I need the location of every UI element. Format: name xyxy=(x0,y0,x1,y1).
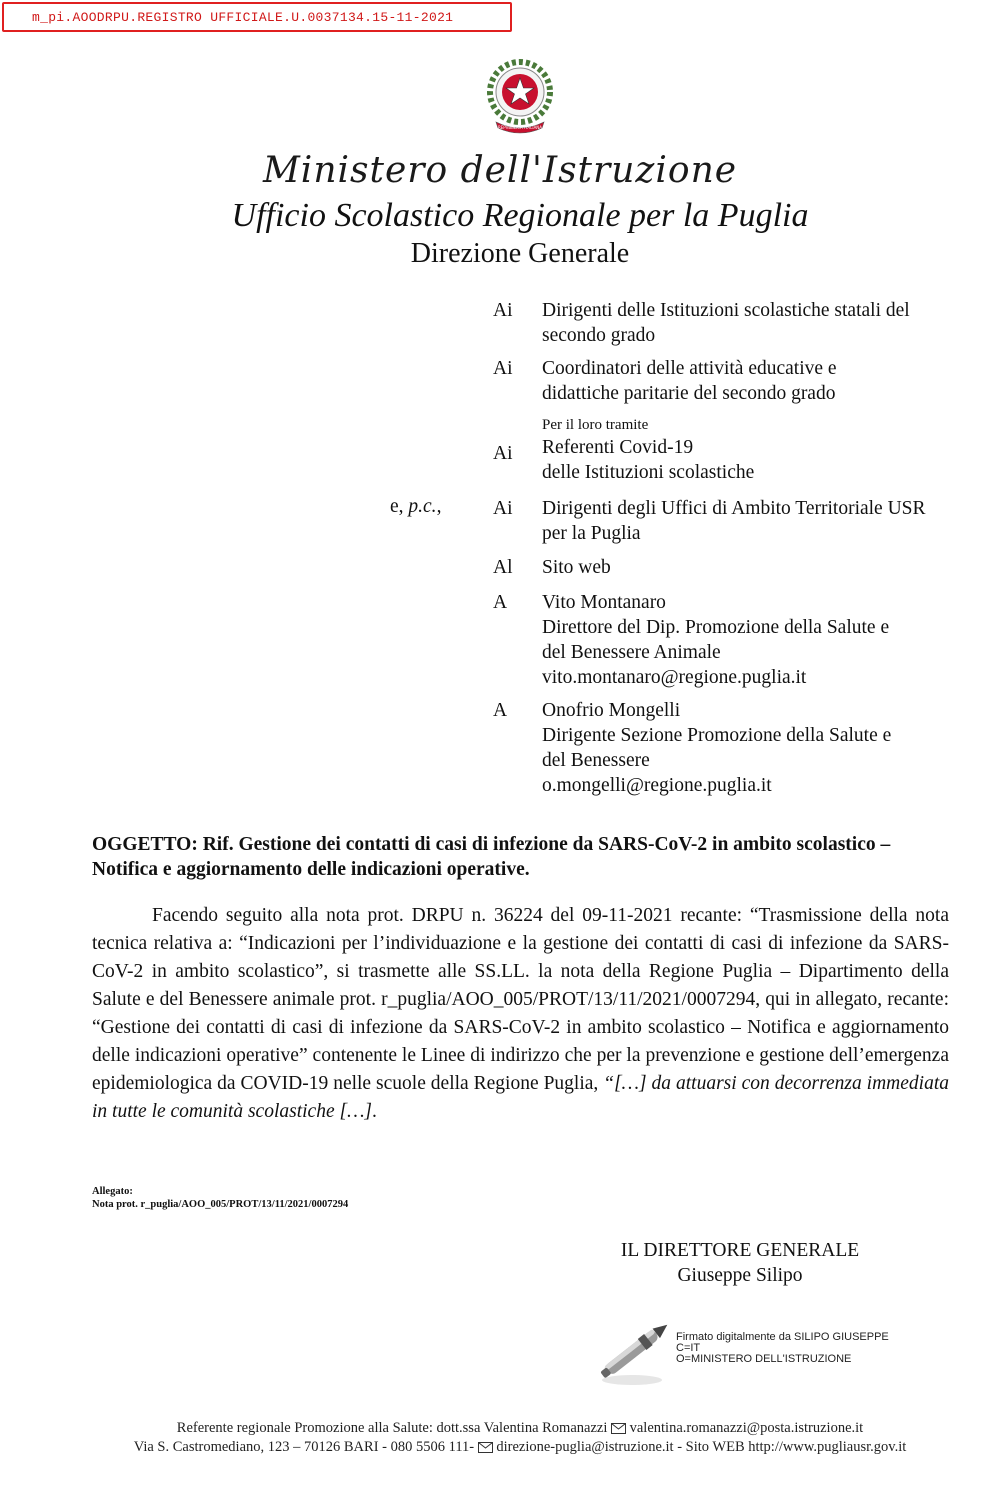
svg-text:REPVBBLICA ITALIANA: REPVBBLICA ITALIANA xyxy=(497,125,543,130)
recipient-text: Dirigenti degli Uffici di Ambito Territoriale USR per la Puglia xyxy=(542,498,926,544)
recipient-text: Dirigenti delle Istituzioni scolastiche statali del secondo grado xyxy=(542,300,910,346)
recipient-line: Vito Montanaro xyxy=(542,592,666,613)
recipient-email: o.mongelli@regione.puglia.it xyxy=(542,775,772,796)
attachment-label: Allegato: xyxy=(92,1186,133,1197)
recipient-line: del Benessere Animale xyxy=(542,642,721,663)
recipient-text: Sito web xyxy=(542,557,611,578)
mail-icon xyxy=(611,1423,626,1434)
recipient-prefix: Al xyxy=(493,557,513,578)
italian-republic-emblem xyxy=(482,56,558,136)
recipient-line: delle Istituzioni scolastiche xyxy=(542,462,755,483)
recipient-line: Onofrio Mongelli xyxy=(542,700,681,721)
department-title: Direzione Generale xyxy=(410,238,630,269)
signer-title: IL DIRETTORE GENERALE xyxy=(620,1240,860,1261)
recipient-line: del Benessere xyxy=(542,750,650,771)
per-conoscenza-label: e, p.c., xyxy=(390,496,442,517)
recipient-prefix: A xyxy=(493,592,508,613)
digital-signature-text: Firmato digitalmente da SILIPO GIUSEPPE C=IT O=MINISTERO DELL'ISTRUZIONE xyxy=(676,1331,889,1365)
recipient-line: Direttore del Dip. Promozione della Salute e xyxy=(542,617,890,638)
recipient-email: vito.montanaro@regione.puglia.it xyxy=(542,667,807,688)
mail-icon xyxy=(478,1442,493,1453)
signer-name: Giuseppe Silipo xyxy=(677,1265,803,1286)
subject-line: OGGETTO: Rif. Gestione dei contatti di casi di infezione da SARS-CoV-2 in ambito scolastico – Notifica e aggiornamento delle indicazioni operative. xyxy=(92,834,891,880)
protocol-stamp: m_pi.AOODRPU.REGISTRO UFFICIALE.U.0037134.15-11-2021 xyxy=(2,2,512,32)
digital-signature-pen-icon xyxy=(592,1312,678,1388)
body-quote: “[…] da attuarsi con decorrenza immediata in tutte le comunità scolastiche […] xyxy=(92,1073,949,1122)
footer-line-1: Referente regionale Promozione alla Salute: dott.ssa Valentina Romanazzi valentina.romanazzi@posta.istruzione.it xyxy=(176,1420,864,1436)
ministry-title: Ministero dell'Istruzione xyxy=(262,150,738,191)
recipient-prefix: A xyxy=(493,700,508,721)
recipient-text: Coordinatori delle attività educative e didattiche paritarie del secondo grado xyxy=(542,358,837,404)
recipient-note: Per il loro tramite xyxy=(542,417,649,433)
signature-block xyxy=(580,1238,900,1288)
footer-line-2: Via S. Castromediano, 123 – 70126 BARI - 080 5506 111- direzione-puglia@istruzione.it - Sito WEB http://www.pugliausr.gov.it xyxy=(133,1439,907,1455)
recipient-prefix: Ai xyxy=(493,498,513,519)
attachment-block xyxy=(92,1185,348,1211)
attachment-ref: Nota prot. r_puglia/AOO_005/PROT/13/11/2021/0007294 xyxy=(92,1199,349,1210)
body-paragraph: Facendo seguito alla nota prot. DRPU n. 36224 del 09-11-2021 recante: “Trasmissione della nota tecnica relativa a: “Indicazioni per l’individuazione e la gestione dei contatti di casi di infezione da SARS-CoV-2 in ambito scolastico”, si trasmette alle SS.LL. la nota della Regione Puglia – Dipartimento della Salute e del Benessere animale prot. r_puglia/AOO_005/PROT/13/11/2021/0007294, qui in allegato, recante: “Gestione dei contatti di casi di infezione da SARS-CoV-2 in ambito scolastico – Notifica e aggiornamento delle indicazioni operative” contenente le Linee di indirizzo che per la prevenzione e gestione dell’emergenza epidemiologica da COVID-19 nelle scuole della Regione Puglia, “[…] da attuarsi con decorrenza immediata in tutte le comunità scolastiche […]. xyxy=(92,905,949,1122)
recipient-prefix: Ai xyxy=(493,300,513,321)
recipient-line: Dirigente Sezione Promozione della Salute e xyxy=(542,725,892,746)
recipient-prefix: Ai xyxy=(493,358,513,379)
office-title: Ufficio Scolastico Regionale per la Puglia xyxy=(231,197,809,234)
recipient-prefix: Ai xyxy=(493,443,513,464)
recipient-line: Referenti Covid-19 xyxy=(542,437,694,458)
